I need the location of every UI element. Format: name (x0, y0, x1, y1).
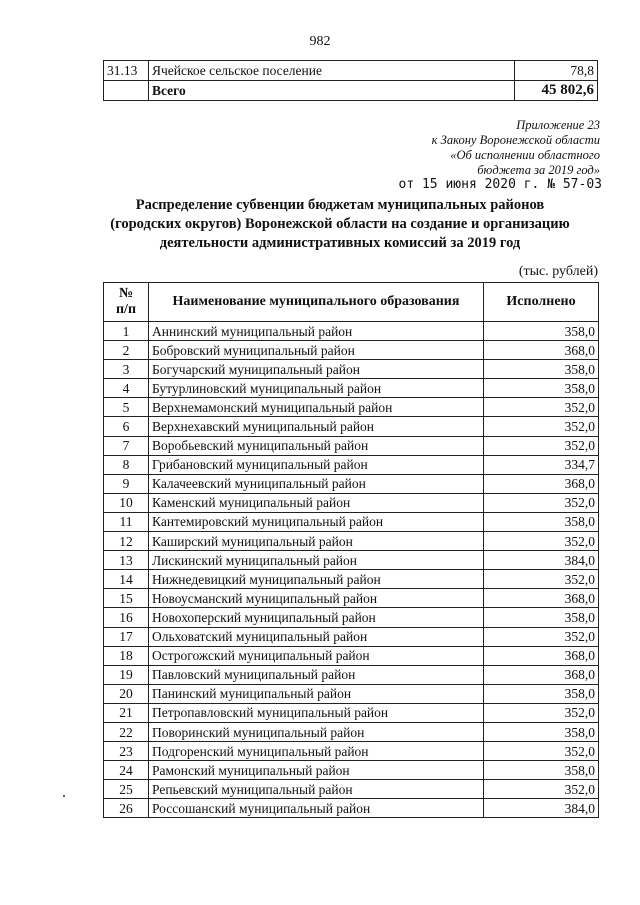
table-row (104, 646, 599, 665)
table-row (104, 761, 599, 780)
row-number: 31.13 (104, 61, 149, 81)
row-name: Нижнедевицкий муниципальный район (149, 570, 484, 589)
row-number: 24 (104, 761, 149, 780)
annex-line: бюджета за 2019 год» (477, 163, 600, 177)
title-line: (городских округов) Воронежской области на создание и организацию (110, 216, 570, 232)
row-number: 12 (104, 532, 149, 551)
row-name: Бутурлиновский муниципальный район (149, 379, 484, 398)
title-line: Распределение субвенции бюджетам муниципальных районов (135, 197, 545, 213)
row-value: 352,0 (484, 742, 599, 761)
title-line: деятельности административных комиссий за 2019 год (159, 235, 521, 251)
table-row (104, 61, 598, 81)
row-name: Верхнехавский муниципальный район (149, 417, 484, 436)
row-name: Бобровский муниципальный район (149, 341, 484, 360)
row-number: 7 (104, 436, 149, 455)
row-name: Ольховатский муниципальный район (149, 627, 484, 646)
row-number: 22 (104, 722, 149, 741)
table-row (104, 398, 599, 417)
row-number: 11 (104, 512, 149, 531)
row-number: 26 (104, 799, 149, 818)
row-value: 358,0 (484, 379, 599, 398)
annex-line: к Закону Воронежской области (431, 133, 600, 147)
row-number: 15 (104, 589, 149, 608)
row-name: Калачеевский муниципальный район (149, 474, 484, 493)
table-header-row (104, 283, 599, 322)
subvention-table (103, 282, 599, 818)
table-row (104, 436, 599, 455)
table-row (104, 455, 599, 474)
table-row (104, 722, 599, 741)
page-number: 982 (309, 34, 331, 49)
row-number: 16 (104, 608, 149, 627)
row-name: Павловский муниципальный район (149, 665, 484, 684)
row-value: 358,0 (484, 512, 599, 531)
row-value: 352,0 (484, 436, 599, 455)
row-value: 358,0 (484, 684, 599, 703)
row-name: Всего (149, 81, 515, 101)
row-name: Каменский муниципальный район (149, 493, 484, 512)
row-value: 352,0 (484, 570, 599, 589)
row-name: Подгоренский муниципальный район (149, 742, 484, 761)
header-value: Исполнено (484, 283, 599, 322)
table-row (104, 360, 599, 379)
row-name: Лискинский муниципальный район (149, 551, 484, 570)
table-row (104, 512, 599, 531)
annex-line: «Об исполнении областного (450, 148, 600, 162)
row-value: 384,0 (484, 551, 599, 570)
row-number: 17 (104, 627, 149, 646)
table-row (104, 608, 599, 627)
row-number: 14 (104, 570, 149, 589)
row-number: 25 (104, 780, 149, 799)
row-value: 358,0 (484, 608, 599, 627)
row-name: Ячейское сельское поселение (149, 61, 515, 81)
row-number: 19 (104, 665, 149, 684)
table-row (104, 665, 599, 684)
row-name: Воробьевский муниципальный район (149, 436, 484, 455)
row-name: Острогожский муниципальный район (149, 646, 484, 665)
row-name: Панинский муниципальный район (149, 684, 484, 703)
header-number (104, 283, 149, 322)
header-name: Наименование муниципального образования (149, 283, 484, 322)
row-name: Кантемировский муниципальный район (149, 512, 484, 531)
row-value: 352,0 (484, 493, 599, 512)
row-name: Россошанский муниципальный район (149, 799, 484, 818)
row-value: 352,0 (484, 398, 599, 417)
table-row (104, 703, 599, 722)
row-value: 352,0 (484, 780, 599, 799)
row-number: 10 (104, 493, 149, 512)
table-row (104, 81, 598, 101)
row-number: 2 (104, 341, 149, 360)
table-row (104, 322, 599, 341)
row-value: 45 802,6 (515, 81, 598, 101)
row-number: 6 (104, 417, 149, 436)
row-number: 8 (104, 455, 149, 474)
row-number: 5 (104, 398, 149, 417)
table-row (104, 532, 599, 551)
table-row (104, 627, 599, 646)
row-number: 9 (104, 474, 149, 493)
row-name: Петропавловский муниципальный район (149, 703, 484, 722)
table-row (104, 417, 599, 436)
row-value: 368,0 (484, 474, 599, 493)
row-name: Верхнемамонский муниципальный район (149, 398, 484, 417)
document-title (80, 196, 600, 253)
row-number: 20 (104, 684, 149, 703)
row-value: 352,0 (484, 532, 599, 551)
table-row (104, 341, 599, 360)
row-value: 352,0 (484, 417, 599, 436)
annex-line: Приложение 23 (516, 118, 600, 132)
row-name: Новоусманский муниципальный район (149, 589, 484, 608)
table-row (104, 799, 599, 818)
table-row (104, 551, 599, 570)
row-number (104, 81, 149, 101)
table-row (104, 379, 599, 398)
table-row (104, 474, 599, 493)
row-value: 334,7 (484, 455, 599, 474)
row-number: 3 (104, 360, 149, 379)
scan-speck (63, 795, 65, 797)
row-value: 352,0 (484, 627, 599, 646)
row-name: Новохоперский муниципальный район (149, 608, 484, 627)
annex-date: от 15 июня 2020 г. № 57-03 (398, 177, 602, 192)
row-value: 368,0 (484, 589, 599, 608)
row-value: 352,0 (484, 703, 599, 722)
row-value: 358,0 (484, 322, 599, 341)
table-row (104, 684, 599, 703)
row-number: 13 (104, 551, 149, 570)
row-name: Грибановский муниципальный район (149, 455, 484, 474)
row-value: 384,0 (484, 799, 599, 818)
table-row (104, 780, 599, 799)
row-value: 358,0 (484, 360, 599, 379)
row-number: 21 (104, 703, 149, 722)
previous-table-end (103, 60, 598, 101)
row-value: 78,8 (515, 61, 598, 81)
row-name: Аннинский муниципальный район (149, 322, 484, 341)
row-name: Рамонский муниципальный район (149, 761, 484, 780)
row-value: 368,0 (484, 646, 599, 665)
row-number: 23 (104, 742, 149, 761)
row-number: 4 (104, 379, 149, 398)
table-row (104, 589, 599, 608)
row-value: 358,0 (484, 761, 599, 780)
row-value: 358,0 (484, 722, 599, 741)
row-name: Богучарский муниципальный район (149, 360, 484, 379)
row-number: 1 (104, 322, 149, 341)
row-value: 368,0 (484, 665, 599, 684)
table-row (104, 570, 599, 589)
header-number-symbol: № (118, 286, 134, 301)
row-number: 18 (104, 646, 149, 665)
row-value: 368,0 (484, 341, 599, 360)
table-row (104, 493, 599, 512)
row-name: Поворинский муниципальный район (149, 722, 484, 741)
annex-reference (360, 118, 600, 178)
table-row (104, 742, 599, 761)
row-name: Репьевский муниципальный район (149, 780, 484, 799)
row-name: Каширский муниципальный район (149, 532, 484, 551)
header-number-label: п/п (115, 302, 137, 317)
units-label: (тыс. рублей) (518, 264, 598, 279)
